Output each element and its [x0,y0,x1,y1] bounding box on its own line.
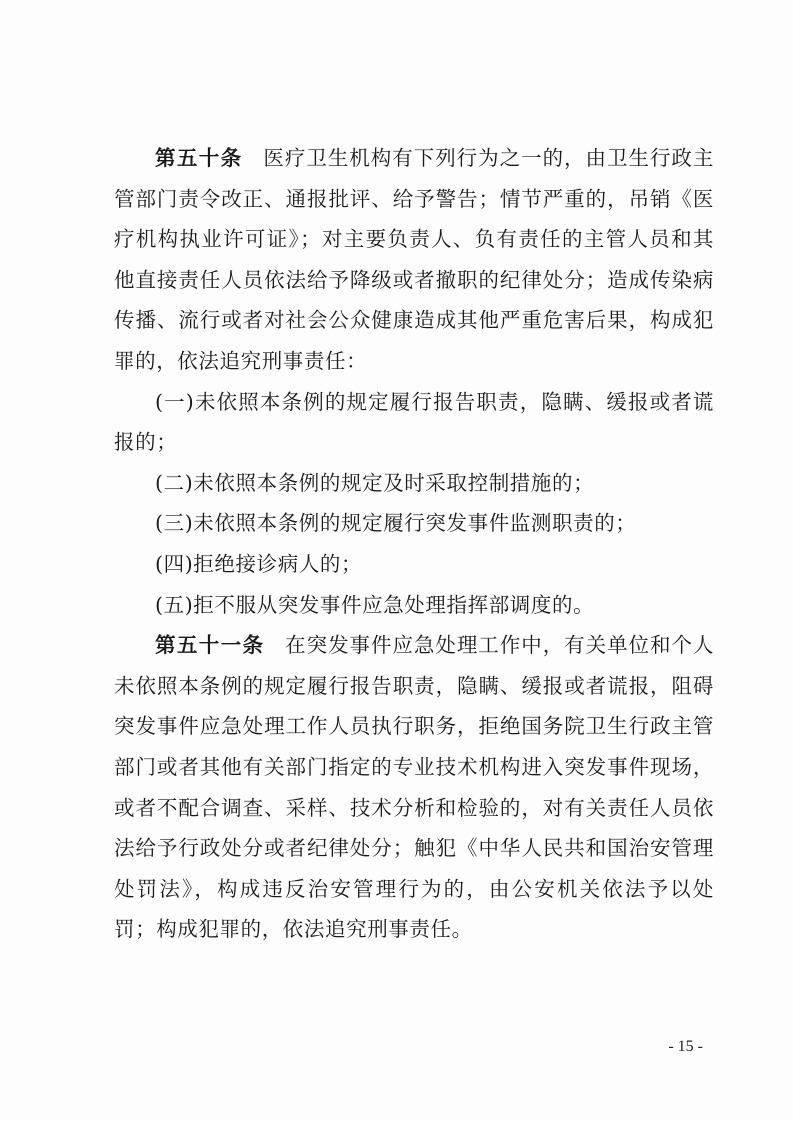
article-50-item-3: (三)未依照本条例的规定履行突发事件监测职责的； [155,511,637,536]
article-50-item-5: (五)拒不服从突发事件应急处理指挥部调度的。 [155,592,595,617]
article-50-item-4: (四)拒绝接诊病人的； [155,551,363,576]
article-51-heading: 第五十一条 [155,633,265,658]
article-50-item-1: (一)未依照本条例的规定履行报告职责，隐瞒、缓报或者谎报的； [114,389,714,455]
article-50-paragraph [114,138,714,382]
article-50-heading: 第五十条 [155,146,243,170]
document-body [114,138,714,950]
article-51-text: 在突发事件应急处理工作中，有关单位和个人未依照本条例的规定履行报告职责，隐瞒、缓报或者谎报，阻碍突发事件应急处理工作人员执行职务，拒绝国务院卫生行政主管部门或者其他有关部门指定的专业技术机构进入突发事件现场，或者不配合调查、采样、技术分析和检验的，对有关责任人员依法给予行政处分或者纪律处分；触犯《中华人民共和国治安管理处罚法》，构成违反治安管理行为的，由公安机关依法予以处罚；构成犯罪的，依法追究刑事责任。 [114,633,715,942]
article-51-paragraph [114,625,714,950]
page-number: - 15 - [668,1038,703,1055]
article-50-text: 医疗卫生机构有下列行为之一的，由卫生行政主管部门责令改正、通报批评、给予警告；情节严重的，吊销《医疗机构执业许可证》；对主要负责人、负有责任的主管人员和其他直接责任人员依法给予降级或者撤职的纪律处分；造成传染病传播、流行或者对社会公众健康造成其他严重危害后果，构成犯罪的，依法追究刑事责任： [114,146,715,373]
article-50-item-2: (二)未依照本条例的规定及时采取控制措施的； [155,470,595,495]
